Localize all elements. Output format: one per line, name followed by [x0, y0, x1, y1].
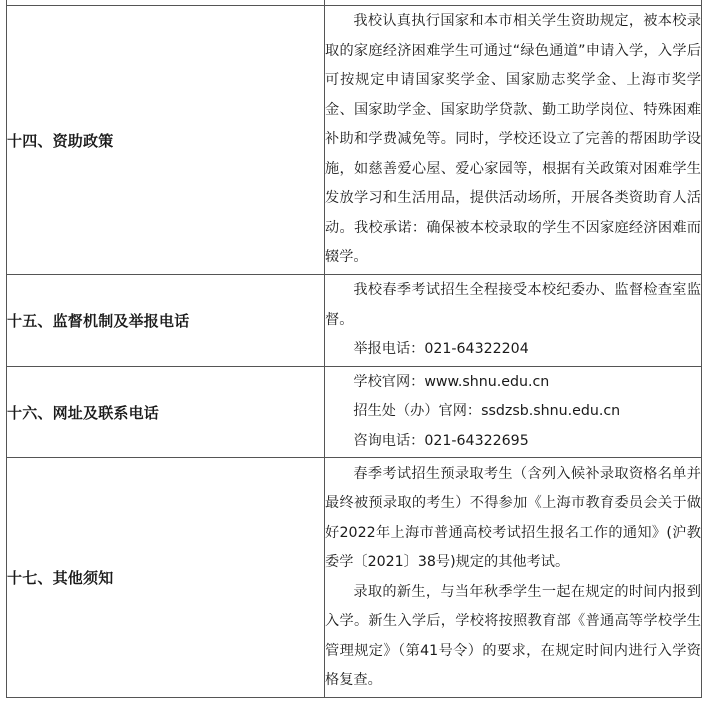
- school-website: 学校官网：www.shnu.edu.cn: [353, 373, 550, 390]
- table-row-supervision: [7, 275, 702, 367]
- table-row-financial-aid: [7, 6, 702, 275]
- section-text-other-notes: [325, 458, 702, 698]
- section-text-financial-aid: [325, 6, 702, 275]
- table-row-contact: [7, 367, 702, 458]
- section-label-supervision: 十五、监督机制及举报电话: [7, 275, 325, 367]
- table-row-other-notes: [7, 458, 702, 698]
- section-text-supervision: [325, 275, 702, 367]
- section-text-contact: [325, 367, 702, 458]
- financial-aid-paragraph: 我校认真执行国家和本市相关学生资助规定，被本校录取的家庭经济困难学生可通过“绿色通道”申请入学，入学后可按规定申请国家奖学金、国家励志奖学金、上海市奖学金、国家助学金、国家助学贷款、勤工助学岗位、特殊困难补助和学费减免等。同时，学校还设立了完善的帮困助学设施，如慈善爱心屋、爱心家园等，根据有关政策对困难学生发放学习和生活用品，提供活动场所，开展各类资助育人活动。我校承诺：确保被本校录取的学生不因家庭经济困难而辍学。: [325, 13, 701, 266]
- other-notes-paragraph-1: 春季考试招生预录取考生（含列入候补录取资格名单并最终被预录取的考生）不得参加《上海市教育委员会关于做好2022年上海市普通高校考试招生报名工作的通知》(沪教委学〔2021〕38号)规定的其他考试。: [325, 465, 701, 570]
- supervision-paragraph: 我校春季考试招生全程接受本校纪委办、监督检查室监督。: [325, 282, 701, 328]
- admission-policy-table: [6, 0, 702, 698]
- section-label-other-notes: 十七、其他须知: [7, 458, 325, 698]
- inquiry-phone: 咨询电话：021-64322695: [353, 432, 529, 449]
- report-phone: 举报电话：021-64322204: [353, 341, 529, 358]
- section-label-contact: 十六、网址及联系电话: [7, 367, 325, 458]
- admission-office-website: 招生处（办）官网：ssdzsb.shnu.edu.cn: [353, 403, 621, 420]
- section-label-financial-aid: 十四、资助政策: [7, 6, 325, 275]
- other-notes-paragraph-2: 录取的新生，与当年秋季学生一起在规定的时间内报到入学。新生入学后，学校将按照教育部《普通高等学校学生管理规定》（第41号令）的要求，在规定时间内进行入学资格复查。: [325, 583, 701, 688]
